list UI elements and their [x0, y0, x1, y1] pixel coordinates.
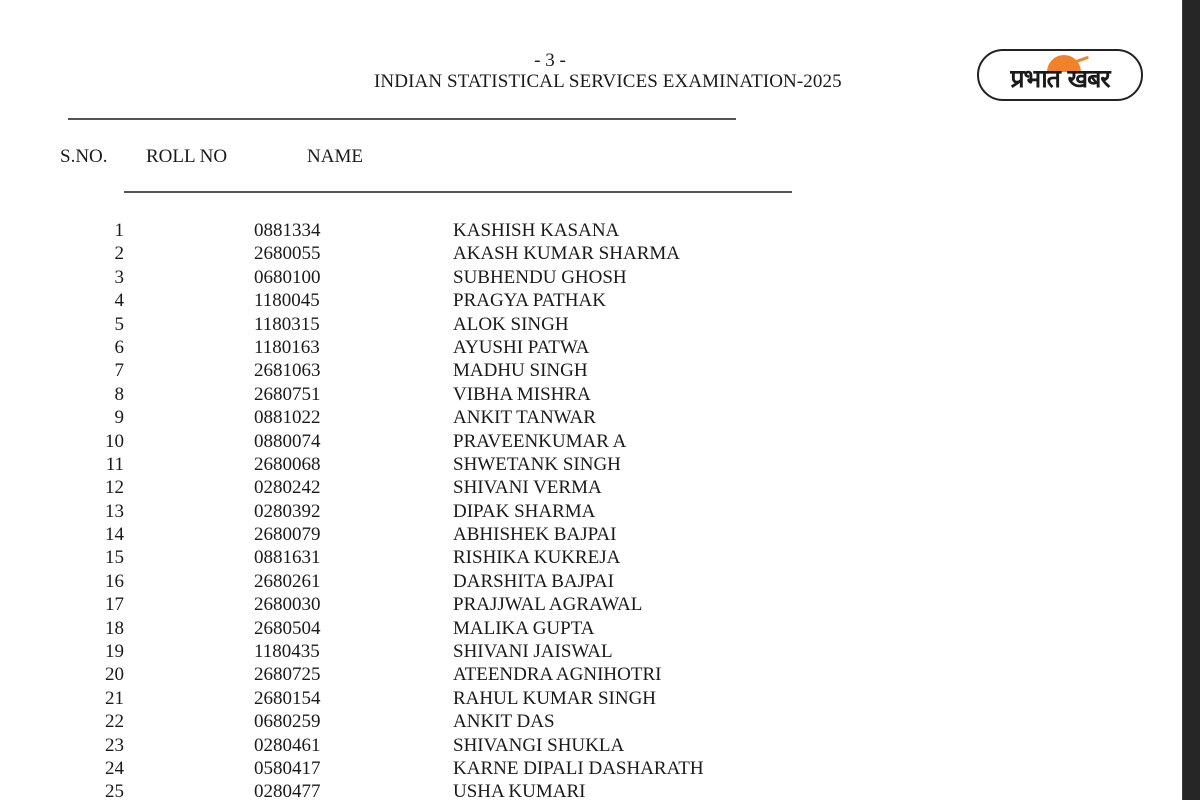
table-row: [0, 266, 900, 289]
table-row: [0, 523, 900, 546]
sno-cell: 5: [114, 313, 124, 335]
roll-cell: 0280461: [254, 734, 321, 756]
name-cell: SHIVANGI SHUKLA: [453, 734, 625, 756]
sno-cell: 6: [114, 336, 124, 358]
table-row: [0, 336, 900, 359]
roll-cell: 0881022: [254, 407, 321, 429]
name-cell: SHIVANI JAISWAL: [453, 641, 613, 663]
column-header-sno: S.NO.: [60, 146, 108, 167]
sno-cell: 8: [114, 383, 124, 405]
name-cell: RISHIKA KUKREJA: [453, 547, 621, 569]
name-cell: MADHU SINGH: [453, 360, 588, 382]
table-row: [0, 242, 900, 265]
table-row: [0, 289, 900, 312]
name-cell: PRAVEENKUMAR A: [453, 430, 627, 452]
sno-cell: 16: [105, 570, 124, 592]
table-row: [0, 570, 900, 593]
header-divider: [124, 191, 792, 193]
sno-cell: 15: [105, 547, 124, 569]
table-row: [0, 617, 900, 640]
table-row: [0, 383, 900, 406]
table-row: [0, 640, 900, 663]
sno-cell: 14: [105, 524, 124, 546]
name-cell: VIBHA MISHRA: [453, 383, 591, 405]
name-cell: DIPAK SHARMA: [453, 500, 596, 522]
roll-cell: 2680261: [254, 570, 321, 592]
sno-cell: 19: [105, 641, 124, 663]
column-header-name: NAME: [307, 146, 363, 167]
table-row: [0, 476, 900, 499]
column-header-roll-no: ROLL NO: [146, 146, 228, 167]
table-row: [0, 219, 900, 242]
table-row: [0, 734, 900, 757]
sno-cell: 7: [114, 360, 124, 382]
table-row: [0, 500, 900, 523]
table-row: [0, 313, 900, 336]
roll-cell: 0280477: [254, 781, 321, 800]
name-cell: ALOK SINGH: [453, 313, 569, 335]
document-title: INDIAN STATISTICAL SERVICES EXAMINATION-2025: [374, 71, 842, 92]
sno-cell: 2: [114, 243, 124, 265]
sno-cell: 4: [114, 290, 124, 312]
table-row: [0, 663, 900, 686]
sno-cell: 22: [105, 711, 124, 733]
logo-text: प्रभात खबर: [1010, 64, 1110, 93]
roll-cell: 0580417: [254, 757, 321, 779]
name-cell: RAHUL KUMAR SINGH: [453, 687, 657, 709]
sno-cell: 13: [105, 500, 124, 522]
roll-cell: 0881631: [254, 547, 321, 569]
table-row: [0, 593, 900, 616]
name-cell: AKASH KUMAR SHARMA: [453, 243, 680, 265]
name-cell: PRAGYA PATHAK: [453, 290, 606, 312]
roll-cell: 2680154: [254, 687, 321, 709]
name-cell: AYUSHI PATWA: [453, 336, 590, 358]
name-cell: DARSHITA BAJPAI: [453, 570, 614, 592]
table-row: [0, 453, 900, 476]
roll-cell: 0680259: [254, 711, 321, 733]
roll-cell: 2680751: [254, 383, 321, 405]
name-cell: ANKIT TANWAR: [453, 407, 596, 429]
table-row: [0, 687, 900, 710]
roll-cell: 0880074: [254, 430, 321, 452]
table-row: [0, 406, 900, 429]
name-cell: PRAJJWAL AGRAWAL: [453, 594, 643, 616]
name-cell: SHIVANI VERMA: [453, 477, 602, 499]
name-cell: ABHISHEK BAJPAI: [453, 524, 617, 546]
roll-cell: 2680030: [254, 594, 321, 616]
table-row: [0, 430, 900, 453]
table-row: [0, 710, 900, 733]
table-row: [0, 757, 900, 780]
roll-cell: 0280242: [254, 477, 321, 499]
roll-cell: 2681063: [254, 360, 321, 382]
roll-cell: 2680504: [254, 617, 321, 639]
sno-cell: 17: [105, 594, 124, 616]
name-cell: USHA KUMARI: [453, 781, 586, 800]
results-table: [0, 219, 900, 800]
sno-cell: 1: [114, 220, 124, 241]
sno-cell: 24: [105, 757, 124, 779]
sno-cell: 10: [105, 430, 124, 452]
sno-cell: 18: [105, 617, 124, 639]
sno-cell: 20: [105, 664, 124, 686]
roll-cell: 2680068: [254, 453, 321, 475]
name-cell: MALIKA GUPTA: [453, 617, 595, 639]
roll-cell: 1180315: [254, 313, 320, 335]
sno-cell: 3: [114, 266, 124, 288]
roll-cell: 0881334: [254, 220, 321, 241]
sno-cell: 9: [114, 407, 124, 429]
roll-cell: 1180045: [254, 290, 320, 312]
name-cell: KASHISH KASANA: [453, 220, 620, 241]
sno-cell: 21: [105, 687, 124, 709]
title-divider: [68, 118, 736, 120]
roll-cell: 0280392: [254, 500, 321, 522]
name-cell: SUBHENDU GHOSH: [453, 266, 627, 288]
roll-cell: 1180435: [254, 641, 320, 663]
name-cell: KARNE DIPALI DASHARATH: [453, 757, 704, 779]
roll-cell: 2680055: [254, 243, 321, 265]
viewer-scrollbar-track[interactable]: [1182, 0, 1200, 800]
table-row: [0, 359, 900, 382]
sun-ray-icon: [1075, 56, 1089, 64]
roll-cell: 2680725: [254, 664, 321, 686]
name-cell: ATEENDRA AGNIHOTRI: [453, 664, 662, 686]
table-row: [0, 780, 900, 800]
sno-cell: 23: [105, 734, 124, 756]
page-number: - 3 -: [534, 50, 566, 71]
roll-cell: 2680079: [254, 524, 321, 546]
roll-cell: 0680100: [254, 266, 321, 288]
sno-cell: 12: [105, 477, 124, 499]
name-cell: ANKIT DAS: [453, 711, 555, 733]
name-cell: SHWETANK SINGH: [453, 453, 621, 475]
roll-cell: 1180163: [254, 336, 320, 358]
prabhat-khabar-logo: [977, 49, 1143, 101]
table-row: [0, 546, 900, 569]
sno-cell: 11: [105, 453, 124, 475]
sno-cell: 25: [105, 781, 124, 800]
